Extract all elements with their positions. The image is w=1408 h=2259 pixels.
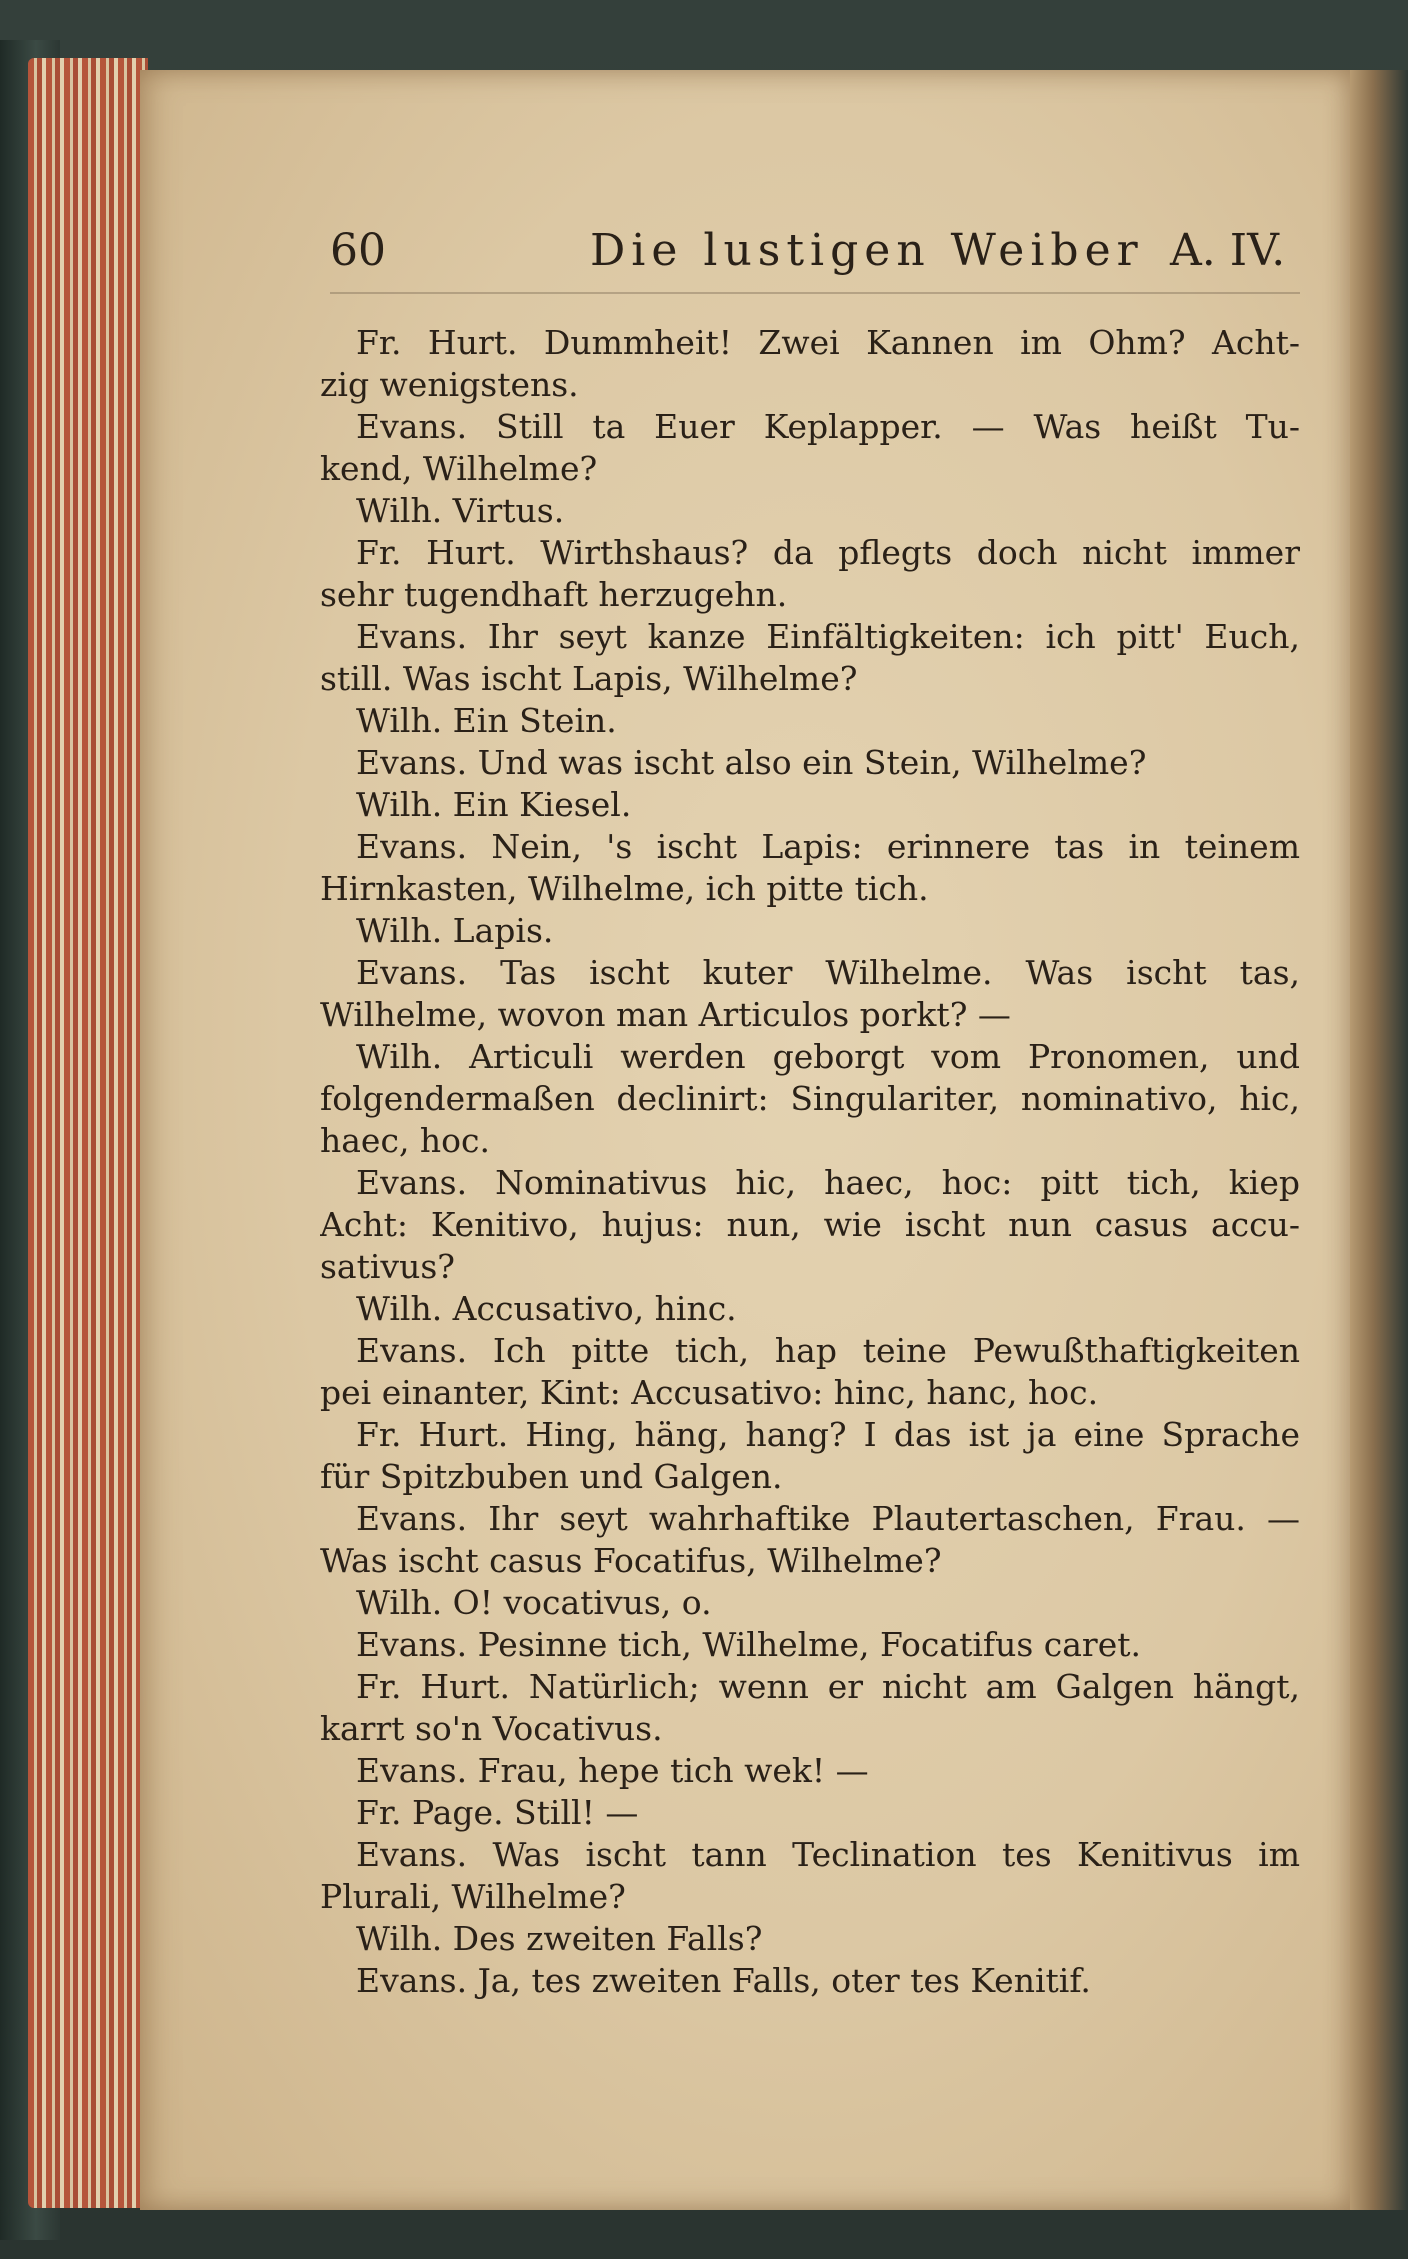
act-label: A. IV. bbox=[1170, 225, 1286, 276]
text-line: Wilhelme, wovon man Articulos porkt? — bbox=[320, 995, 1011, 1034]
text-line: Fr. Hurt. Natürlich; wenn er nicht am Galgen hängt, bbox=[356, 1667, 1300, 1706]
text-line: Evans. Frau, hepe tich wek! — bbox=[356, 1751, 869, 1790]
text-line: Wilh. O! vocativus, o. bbox=[356, 1583, 712, 1622]
header-rule bbox=[330, 292, 1300, 294]
running-head bbox=[190, 225, 1310, 295]
text-line: Evans. Was ischt tann Teclination tes Kenitivus im bbox=[356, 1835, 1300, 1874]
text-line: Evans. Nein, 's ischt Lapis: erinnere tas in teinem bbox=[356, 827, 1300, 866]
text-line: für Spitzbuben und Galgen. bbox=[320, 1457, 783, 1496]
text-line: kend, Wilhelme? bbox=[320, 449, 598, 488]
text-line: Wilh. Virtus. bbox=[356, 491, 565, 530]
text-line: Was ischt casus Focatifus, Wilhelme? bbox=[320, 1541, 942, 1580]
text-line: Wilh. Accusativo, hinc. bbox=[356, 1289, 737, 1328]
page-edges bbox=[28, 58, 148, 2208]
text-line: sehr tugendhaft herzugehn. bbox=[320, 575, 788, 614]
text-line: Evans. Ihr seyt wahrhaftike Plautertaschen, Frau. — bbox=[356, 1499, 1300, 1538]
text-line: sativus? bbox=[320, 1247, 455, 1286]
text-line: Fr. Page. Still! — bbox=[356, 1793, 639, 1832]
text-line: Evans. Pesinne tich, Wilhelme, Focatifus caret. bbox=[356, 1625, 1141, 1664]
text-line: Wilh. Des zweiten Falls? bbox=[356, 1919, 763, 1958]
text-line: Evans. Ihr seyt kanze Einfältigkeiten: ich pitt' Euch, bbox=[356, 617, 1300, 656]
text-line: Hirnkasten, Wilhelme, ich pitte tich. bbox=[320, 869, 929, 908]
text-line: Wilh. Articuli werden geborgt vom Pronomen, und bbox=[356, 1037, 1300, 1076]
right-page-edge bbox=[1350, 70, 1408, 2210]
text-line: Fr. Hurt. Wirthshaus? da pflegts doch nicht immer bbox=[356, 533, 1300, 572]
text-line: zig wenigstens. bbox=[320, 365, 579, 404]
text-line: Plurali, Wilhelme? bbox=[320, 1877, 626, 1916]
page-number: 60 bbox=[330, 225, 386, 276]
text-line: Acht: Kenitivo, hujus: nun, wie ischt nun casus accu- bbox=[320, 1205, 1300, 1244]
dialogue-text bbox=[320, 322, 1300, 2002]
text-line: pei einanter, Kint: Accusativo: hinc, hanc, hoc. bbox=[320, 1373, 1099, 1412]
text-line: Evans. Tas ischt kuter Wilhelme. Was ischt tas, bbox=[356, 953, 1300, 992]
text-line: Wilh. Ein Kiesel. bbox=[356, 785, 632, 824]
text-line: Evans. Still ta Euer Keplapper. — Was heißt Tu- bbox=[356, 407, 1300, 446]
running-title: Die lustigen Weiber bbox=[590, 225, 1144, 276]
text-line: Fr. Hurt. Hing, häng, hang? I das ist ja eine Sprache bbox=[356, 1415, 1300, 1454]
text-line: karrt so'n Vocativus. bbox=[320, 1709, 663, 1748]
text-line: Evans. Nominativus hic, haec, hoc: pitt tich, kiep bbox=[356, 1163, 1300, 1202]
text-line: still. Was ischt Lapis, Wilhelme? bbox=[320, 659, 858, 698]
text-line: Evans. Ich pitte tich, hap teine Pewußthaftigkeiten bbox=[356, 1331, 1300, 1370]
text-line: folgendermaßen declinirt: Singulariter, nominativo, hic, bbox=[320, 1079, 1300, 1118]
text-line: Fr. Hurt. Dummheit! Zwei Kannen im Ohm? Acht- bbox=[356, 323, 1300, 362]
text-line: Wilh. Ein Stein. bbox=[356, 701, 617, 740]
text-line: Evans. Ja, tes zweiten Falls, oter tes Kenitif. bbox=[356, 1961, 1091, 2000]
text-line: haec, hoc. bbox=[320, 1121, 491, 1160]
text-line: Wilh. Lapis. bbox=[356, 911, 554, 950]
text-line: Evans. Und was ischt also ein Stein, Wilhelme? bbox=[356, 743, 1147, 782]
